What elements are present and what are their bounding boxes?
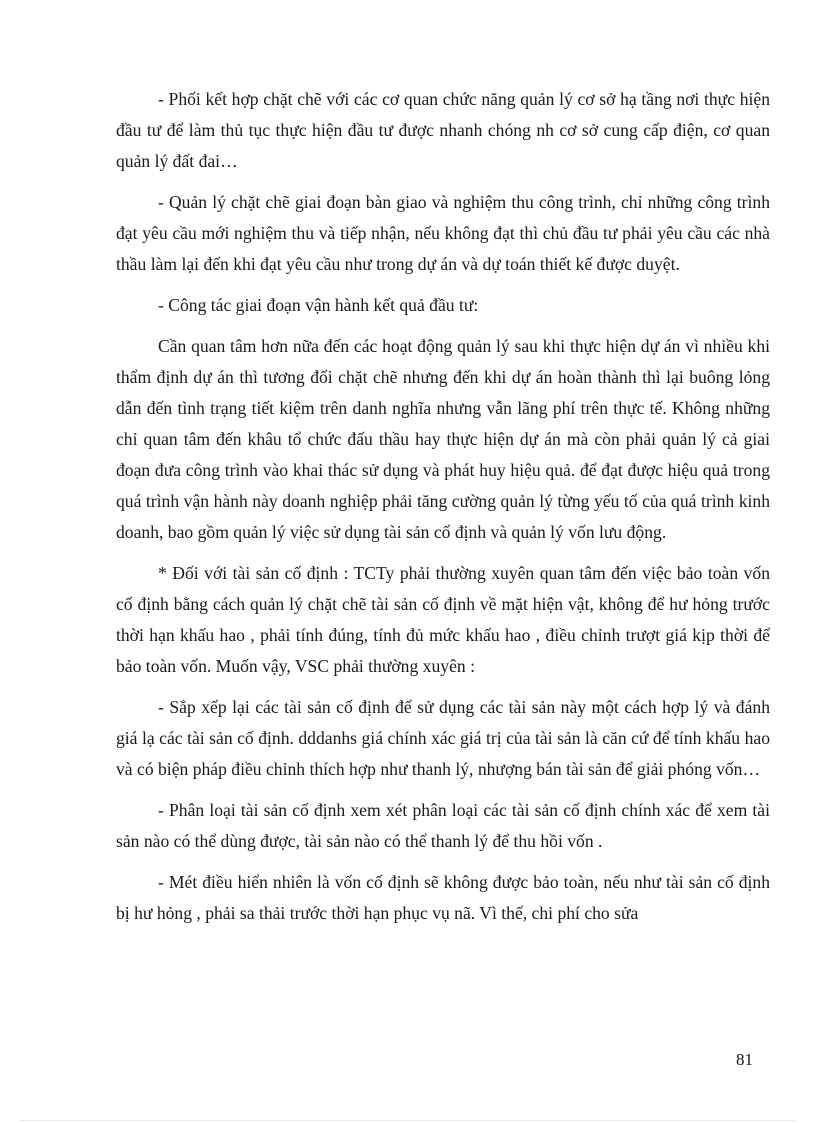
paragraph-handover-acceptance: - Quản lý chặt chẽ giai đoạn bàn giao và nghiệm thu công trình, chỉ những công trình đạt yêu cầu mới nghiệm thu và tiếp nhận, nếu không đạt thì chủ đầu tư phải yêu cầu các nhà thầu làm lại đến khi đạt yêu cầu như trong dự án và dự toán thiết kế được duyệt. [116,192,770,274]
paragraph-fixed-assets: * Đối với tài sản cố định : TCTy phải thường xuyên quan tâm đến việc bảo toàn vốn cố định bằng cách quản lý chặt chẽ tài sản cố định về mặt hiện vật, không để hư hỏng trước thời hạn khấu hao , phải tính đúng, tính đủ mức khấu hao , điều chỉnh trượt giá kịp thời để bảo toàn vốn. Muốn vậy, VSC phải thường xuyên : [116,563,770,676]
paragraph-post-project-management: Cần quan tâm hơn nữa đến các hoạt động quản lý sau khi thực hiện dự án vì nhiều khi thẩm định dự án thì tương đối chặt chẽ nhưng đến khi dự án hoàn thành thì lại buông lỏng dẫn đến tình trạng tiết kiệm trên danh nghĩa nhưng vẫn lãng phí trên thực tế. Không những chỉ quan tâm đến khâu tổ chức đấu thầu hay thực hiện dự án mà còn phải quản lý cả giai đoạn đưa công trình vào khai thác sử dụng và phát huy hiệu quả. để đạt được hiệu quả trong quá trình vận hành này doanh nghiệp phải tăng cường quản lý từng yếu tố của quá trình kinh doanh, bao gồm quản lý việc sử dụng tài sản cố định và quản lý vốn lưu động. [116,336,770,542]
paragraph-coordination: - Phối kết hợp chặt chẽ với các cơ quan chức năng quản lý cơ sở hạ tầng nơi thực hiện đầu tư để làm thủ tục thực hiện đầu tư được nhanh chóng nh cơ sở cung cấp điện, cơ quan quản lý đất đai… [116,89,770,171]
paragraph-operation-stage-heading: - Công tác giai đoạn vận hành kết quả đầu tư: [158,295,479,315]
page-bottom-divider [20,1120,796,1121]
paragraph-capital-preservation: - Mét điều hiển nhiên là vốn cố định sẽ không được bảo toàn, nếu như tài sản cố định bị hư hỏng , phải sa thải trước thời hạn phục vụ nã. Vì thế, chi phí cho sửa [116,872,770,923]
paragraph-classify-assets: - Phân loại tài sản cố định xem xét phân loại các tài sản cố định chính xác để xem tài sản nào có thể dùng được, tài sản nào có thể thanh lý để thu hồi vốn . [116,800,770,851]
paragraph-rearrange-assets: - Sắp xếp lại các tài sản cố định để sử dụng các tài sản này một cách hợp lý và đánh giá lạ các tài sản cố định. dddanhs giá chính xác giá trị của tài sản là căn cứ để tính khấu hao và có biện pháp điều chỉnh thích hợp như thanh lý, nhượng bán tài sản để giải phóng vốn… [116,697,770,779]
page-body [116,84,770,939]
page-number: 81 [736,1050,753,1069]
